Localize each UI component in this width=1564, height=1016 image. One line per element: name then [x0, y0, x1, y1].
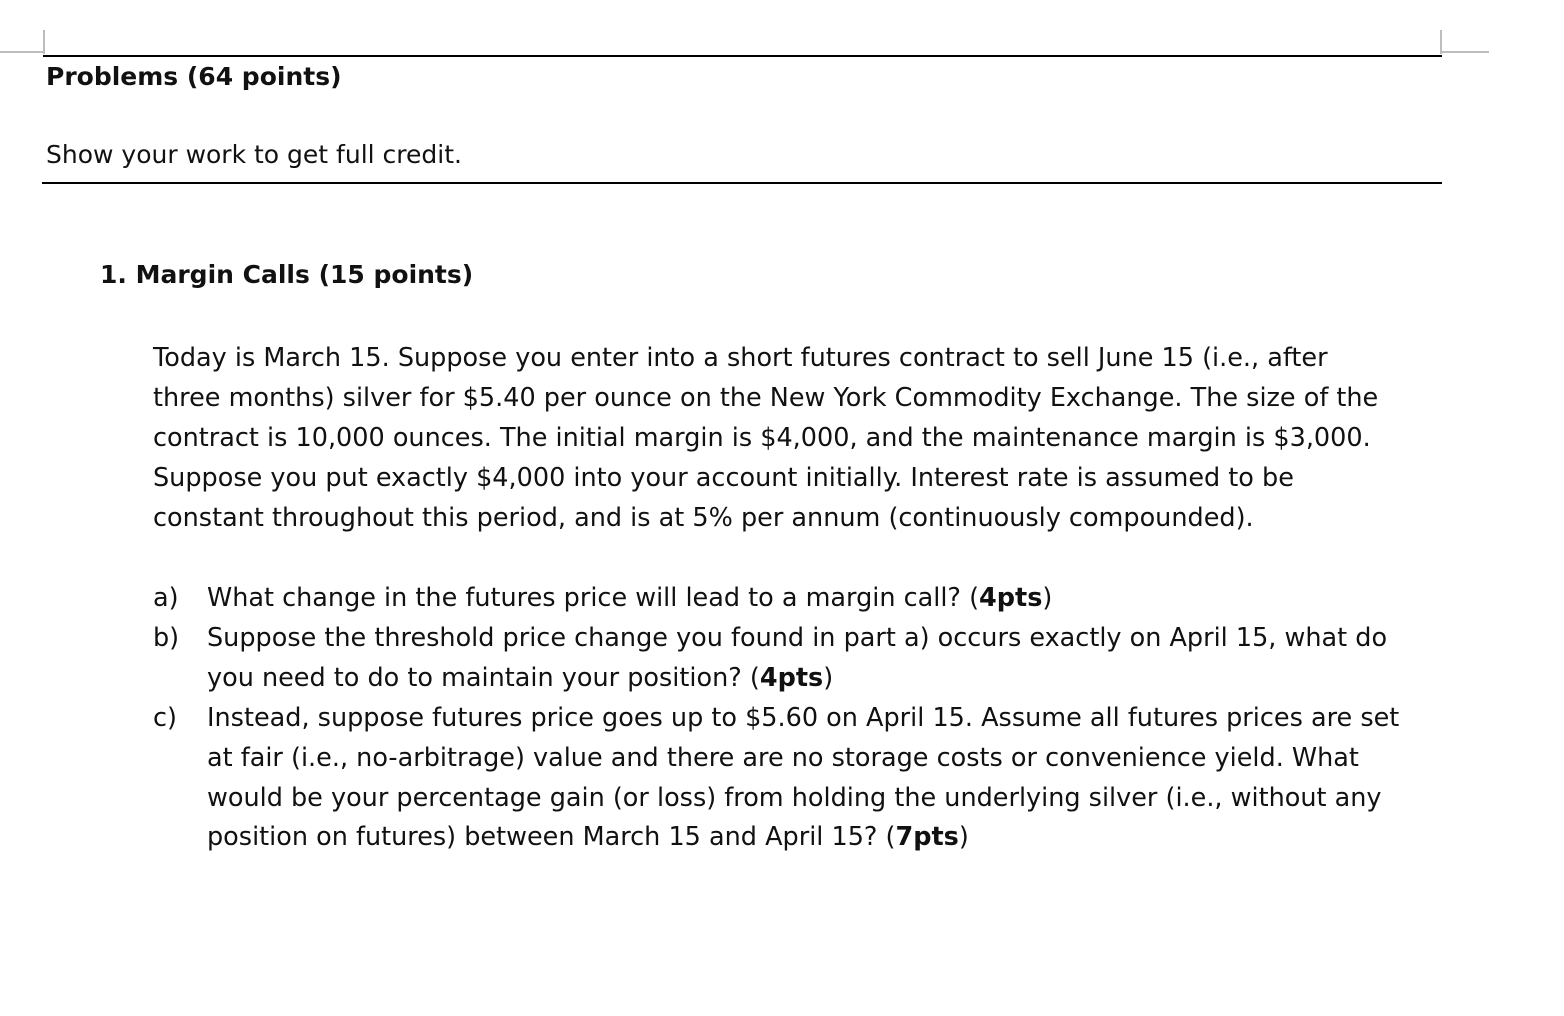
part-c-text: position on futures) between March 15 and April 15? ( — [207, 822, 896, 852]
part-c — [153, 698, 1453, 856]
part-c-points: 7pts — [895, 822, 959, 852]
part-a-marker: a) — [153, 583, 179, 613]
instructions-text: Show your work to get full credit. — [46, 140, 462, 169]
question-1-title: 1. Margin Calls (15 points) — [100, 260, 474, 289]
page-corner-guide-left-vertical — [43, 30, 45, 54]
part-b-marker: b) — [153, 623, 180, 653]
paragraph-line: Suppose you put exactly $4,000 into your account initially. Interest rate is assumed to be — [153, 463, 1294, 493]
part-a-text: What change in the futures price will lead to a margin call? ( — [207, 583, 980, 613]
page-title: Problems (64 points) — [46, 62, 342, 91]
paragraph-line: three months) silver for $5.40 per ounce on the New York Commodity Exchange. The size of the — [153, 383, 1379, 413]
part-a — [153, 578, 1453, 618]
paragraph-line: constant throughout this period, and is at 5% per annum (continuously compounded). — [153, 503, 1254, 533]
part-c-line: would be your percentage gain (or loss) from holding the underlying silver (i.e., without any — [207, 783, 1382, 813]
page-corner-guide-right-vertical — [1440, 30, 1442, 54]
part-c-line: Instead, suppose futures price goes up to $5.60 on April 15. Assume all futures prices are set — [207, 703, 1400, 733]
part-c-line — [207, 818, 1453, 856]
page-corner-guide-right-horizontal — [1441, 51, 1489, 53]
part-b-line — [207, 658, 1453, 698]
page-corner-guide-left-horizontal — [0, 51, 44, 53]
question-1-parts-list — [153, 578, 1453, 856]
part-c-line: at fair (i.e., no-arbitrage) value and there are no storage costs or convenience yield. What — [207, 743, 1359, 773]
part-b-close: ) — [823, 663, 834, 693]
part-c-close: ) — [958, 822, 969, 852]
header-bottom-rule — [42, 182, 1442, 184]
paragraph-line: Today is March 15. Suppose you enter into a short futures contract to sell June 15 (i.e., after — [153, 343, 1328, 373]
part-b-text: you need to do to maintain your position? ( — [207, 663, 760, 693]
part-b-points: 4pts — [759, 663, 824, 693]
top-rule — [43, 55, 1442, 57]
paragraph-line: contract is 10,000 ounces. The initial margin is $4,000, and the maintenance margin is $3,000. — [153, 423, 1371, 453]
question-1-paragraph — [153, 338, 1453, 538]
part-a-close: ) — [1042, 583, 1053, 613]
part-c-marker: c) — [153, 703, 177, 733]
part-b — [153, 618, 1453, 698]
part-a-points: 4pts — [979, 583, 1043, 613]
part-b-line: Suppose the threshold price change you found in part a) occurs exactly on April 15, what do — [207, 623, 1388, 653]
part-a-line — [207, 578, 1453, 618]
